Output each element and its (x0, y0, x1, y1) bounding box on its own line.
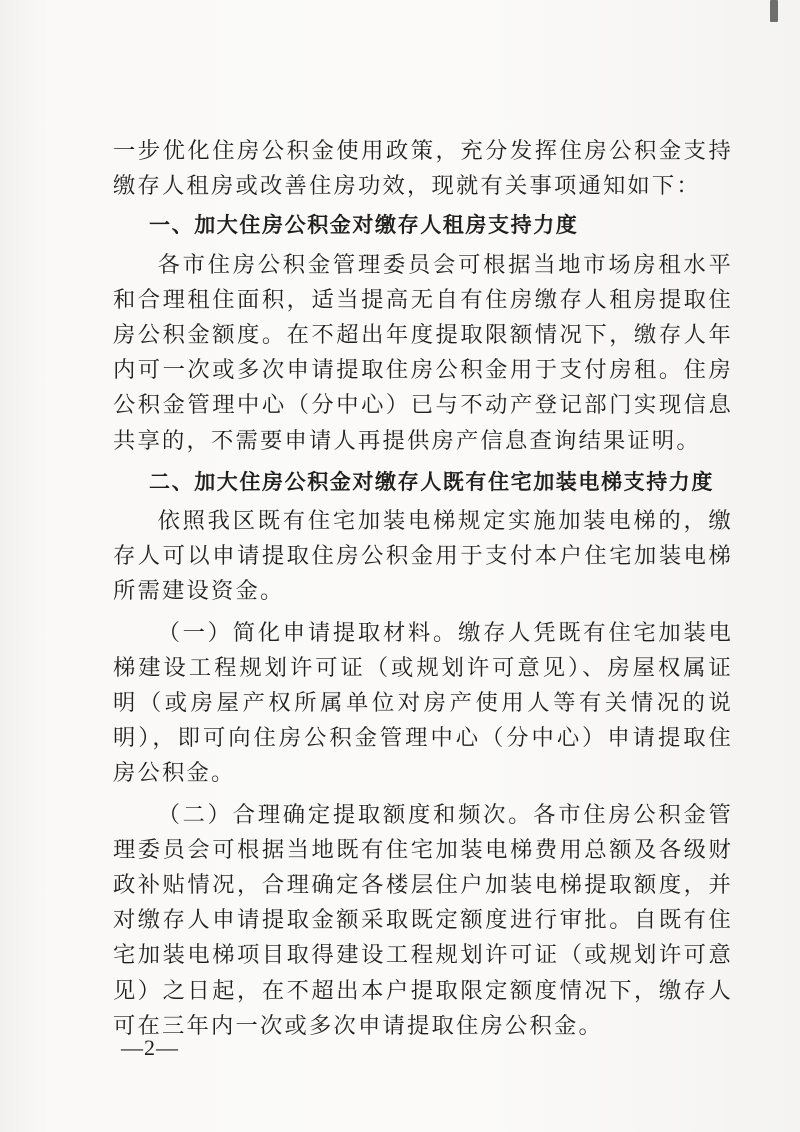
page-number: —2— (121, 1035, 179, 1060)
paragraph-simplify-materials: （一）简化申请提取材料。缴存人凭既有住宅加装电梯建设工程规划许可证（或规划许可意见）、房屋权属证明（或房屋产权所属单位对房产使用人等有关情况的说明），即可向住房公积金管理中心（分中心）申请提取住房公积金。 (113, 619, 733, 787)
section-heading-rent-support: 一、加大住房公积金对缴存人租房支持力度 (149, 213, 579, 238)
section-heading-elevator-support: 二、加大住房公积金对缴存人既有住宅加装电梯支持力度 (149, 469, 714, 494)
paragraph-intro-continuation: 一步优化住房公积金使用政策，充分发挥住房公积金支持缴存人租房或改善住房功效，现就有关事项通知如下： (113, 138, 733, 200)
paragraph-rent-support: 各市住房公积金管理委员会可根据当地市场房租水平和合理租住面积，适当提高无自有住房缴存人租房提取住房公积金额度。在不超出年度提取限额情况下，缴存人年内可一次或多次申请提取住房公积金用于支付房租。住房公积金管理中心（分中心）已与不动产登记部门实现信息共享的，不需要申请人再提供房产信息查询结果证明。 (113, 251, 733, 454)
paragraph-quota-frequency: （二）合理确定提取额度和频次。各市住房公积金管理委员会可根据当地既有住宅加装电梯费用总额及各级财政补贴情况，合理确定各楼层住户加装电梯提取额度，并对缴存人申请提取金额采取既定额度进行审批。自既有住宅加装电梯项目取得建设工程规划许可证（或规划许可意见）之日起，在不超出本户提取限定额度情况下，缴存人可在三年内一次或多次申请提取住房公积金。 (113, 801, 733, 1039)
scan-corner-mark (770, 0, 778, 22)
document-body (113, 134, 733, 1044)
paragraph-elevator-intro: 依照我区既有住宅加装电梯规定实施加装电梯的，缴存人可以申请提取住房公积金用于支付本户住宅加装电梯所需建设资金。 (113, 508, 733, 605)
